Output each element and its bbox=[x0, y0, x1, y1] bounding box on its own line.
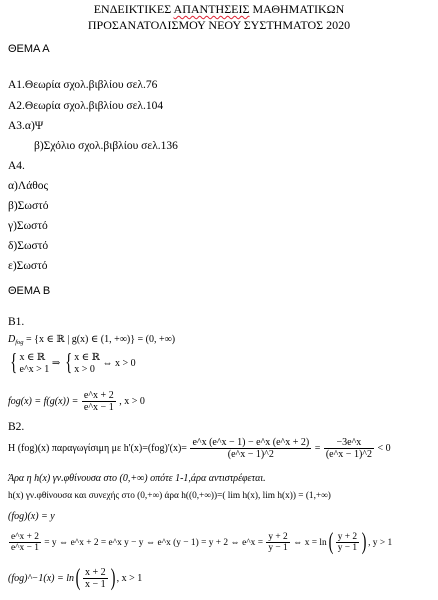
deriv-mid: = bbox=[314, 442, 321, 454]
inv-den: x − 1 bbox=[85, 579, 106, 590]
fog-y-line: (fog)(x) = y bbox=[8, 511, 55, 522]
solve-ln: ⇔ x = ln bbox=[293, 538, 327, 548]
fog-formula bbox=[8, 390, 145, 413]
sys-right-1: x ∈ ℝ bbox=[74, 352, 100, 363]
inverse-line: (fog)^−1(x) = ln( $\frac{x + 2}{x - 1}$ ) , x > 1 bbox=[8, 564, 143, 591]
thema-a-title: ΘΕΜΑ Α bbox=[8, 43, 50, 55]
answer-a4: Α4. bbox=[8, 160, 25, 172]
fog-num: e^x + 2 bbox=[83, 390, 114, 401]
deriv-den: (e^x − 1)^2 bbox=[227, 449, 274, 460]
fog-den: e^x − 1 bbox=[83, 402, 114, 413]
thema-b-title: ΘΕΜΑ Β bbox=[8, 285, 51, 297]
header-line-2: ΠΡΟΣΑΝΑΤΟΛΙΣΜΟΥ ΝΕΟΥ ΣΥΣΤΗΜΑΤΟΣ 2020 bbox=[87, 18, 351, 32]
answer-a1: Α1.Θεωρία σχολ.βιβλίου σελ.76 bbox=[8, 79, 158, 91]
header-line-1 bbox=[0, 3, 438, 15]
fog-cond: , x > 0 bbox=[119, 395, 145, 407]
sys-left-2: e^x > 1 bbox=[19, 363, 50, 375]
inv-end: , x > 1 bbox=[116, 572, 143, 584]
solve-num: e^x + 2 bbox=[11, 532, 39, 542]
answer-a2: Α2.Θεωρία σχολ.βιβλίου σελ.104 bbox=[8, 100, 164, 112]
inv-lhs: (fog)^−1(x) = ln bbox=[8, 572, 75, 584]
label-b1: Β1. bbox=[8, 316, 25, 328]
monotonic-line: Άρα η h(x) γν.φθίνουσα στο (0,+∞) οπότε 1-1,άρα αντιστρέφεται. bbox=[8, 473, 266, 484]
solve-num2: y + 2 bbox=[268, 532, 288, 542]
solve-den2: y − 1 bbox=[268, 543, 288, 554]
answer-a4-delta: δ)Σωστό bbox=[8, 240, 49, 252]
deriv-den2: (e^x − 1)^2 bbox=[325, 449, 372, 460]
domain-fog-rhs: = {x ∈ ℝ | g(x) ∈ (1, +∞)} = (0, +∞) bbox=[26, 334, 176, 345]
answer-a4-gamma: γ)Σωστό bbox=[8, 220, 48, 232]
sys-right-2: x > 0 bbox=[74, 363, 95, 375]
answer-a4-beta: β)Σωστό bbox=[8, 200, 49, 212]
inequality-system: { x ∈ ℝ e^x > 1 ⇒ { x ∈ ℝ x > 0 ⇔ x > 0 bbox=[10, 349, 136, 376]
deriv-text: Η (fog)(x) παραγωγίσιμη με h'(x)=(fog)'(x)= bbox=[8, 442, 187, 454]
sys-result: ⇔ x > 0 bbox=[102, 357, 136, 369]
solve-ln-den: y − 1 bbox=[337, 543, 358, 554]
solve-ln-num: y + 2 bbox=[337, 532, 358, 542]
solve-mid: = y ⇔ e^x + 2 = e^x y − y ⇔ e^x (y − 1) = y + 2 ⇔ e^x = bbox=[44, 538, 263, 548]
domain-fog-line: $D_{fog} = \{x$ ∈ ℝ | g(x) ∈ (1, +∞)} = (0, +∞) bbox=[8, 334, 176, 346]
sys-left-1: x ∈ ℝ bbox=[19, 352, 46, 363]
label-b2: Β2. bbox=[8, 421, 25, 433]
derivative-line bbox=[8, 437, 391, 460]
answer-a3b: β)Σχόλιο σχολ.βιβλίου σελ.136 bbox=[34, 140, 178, 152]
deriv-num2: −3e^x bbox=[324, 437, 374, 449]
answer-a4-epsilon: ε)Σωστό bbox=[8, 260, 48, 272]
inv-num: x + 2 bbox=[85, 567, 106, 578]
solve-line: $\frac{e\^{}x + 2}{e\^{}x - 1}$ = y ⇔ e^x + 2 = e^x y − y ⇔ e^x (y − 1) = y + 2 ⇔ e^x = $\frac{y + 2}{y - 1}$ ⇔ x = ln( $\frac{y + 2}{y - 1}$ ) , y > 1 bbox=[11, 529, 393, 556]
fog-lhs: fog(x) = f(g(x)) = bbox=[8, 395, 79, 407]
answer-a3a: Α3.α)Ψ bbox=[8, 120, 44, 132]
solve-den: e^x − 1 bbox=[11, 543, 39, 554]
continuity-line: h(x) γν.φθίνουσα και συνεχής στο (0,+∞) άρα h((0,+∞))=( lim h(x), lim h(x)) = (1,+∞) bbox=[8, 491, 331, 501]
answer-a4-alpha: α)Λάθος bbox=[8, 180, 49, 192]
deriv-end: < 0 bbox=[377, 442, 391, 454]
header-line-1-a: ΕΝΔΕΙΚΤΙΚΕΣ bbox=[93, 2, 174, 16]
header-line-1-b: ΑΠΑΝΤΗΣΕΙΣ bbox=[173, 2, 250, 16]
header-line-1-c: ΜΑΘΗΜΑΤΙΚΩΝ bbox=[249, 2, 345, 16]
solve-end: , y > 1 bbox=[368, 538, 393, 548]
deriv-num: e^x (e^x − 1) − e^x (e^x + 2) bbox=[192, 437, 310, 448]
